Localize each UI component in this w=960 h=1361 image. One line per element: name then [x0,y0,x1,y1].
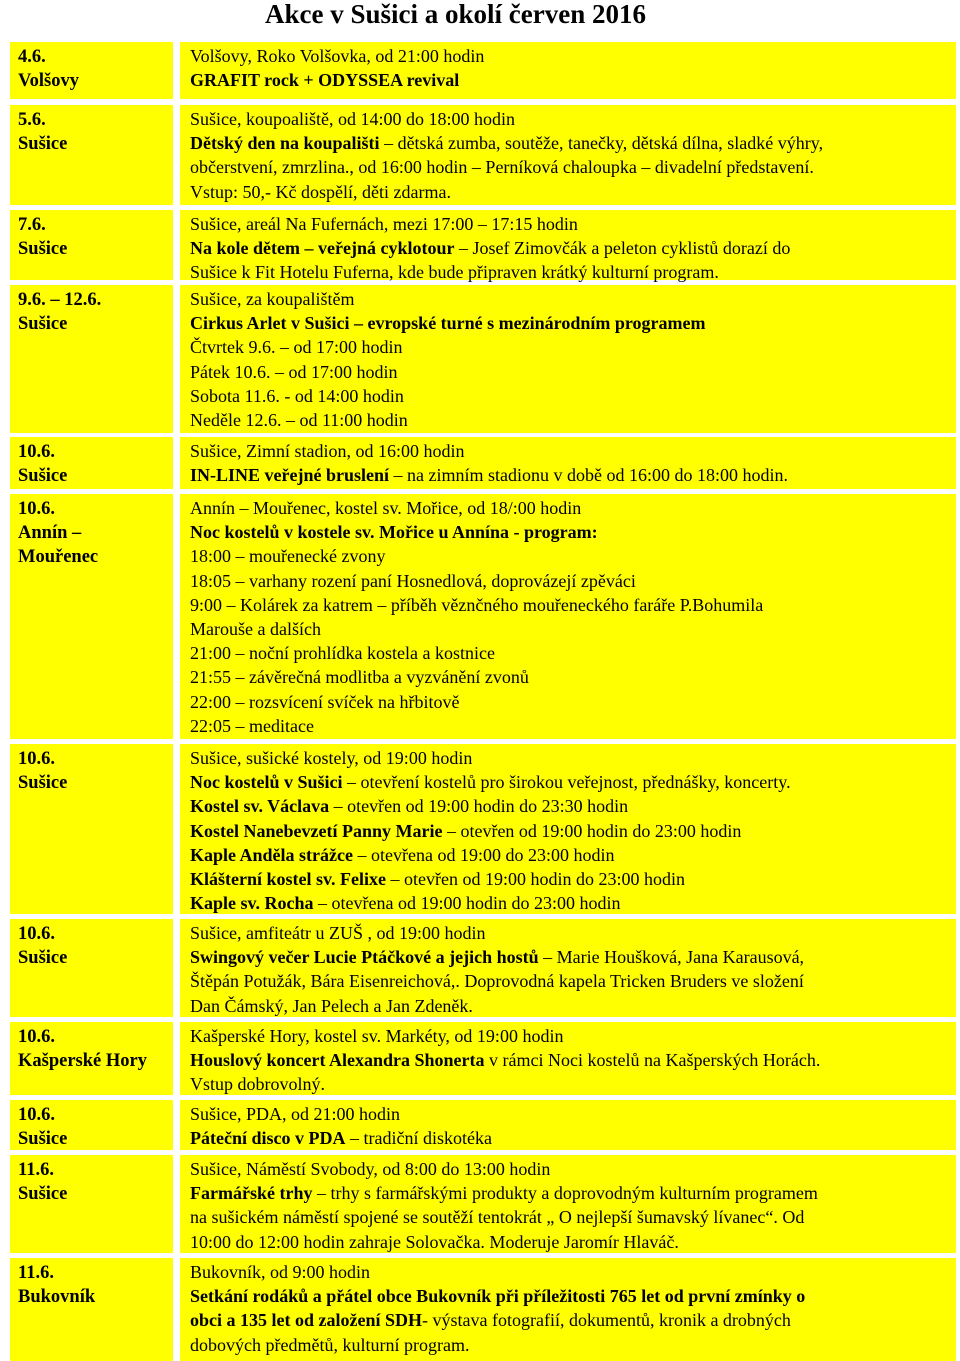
event-text: Marouše a dalších [190,619,321,640]
event-detail-line [190,1230,948,1254]
event-date-cell [10,744,173,914]
event-text: Sušice, Náměstí Svobody, od 8:00 do 13:00 hodin [190,1159,551,1179]
event-row [10,105,956,205]
event-place: Sušice [18,134,68,154]
event-date-cell [10,1155,173,1253]
event-detail-line [190,107,948,131]
event-highlight-text: GRAFIT rock + ODYSSEA revival [190,70,460,91]
event-place: Sušice [18,773,68,793]
event-detail-line [190,155,948,179]
event-text: Čtvrtek 9.6. – od 17:00 hodin [190,337,403,358]
event-detail-line [190,1048,948,1072]
event-text: Dan Čámský, Jan Pelech a Jan Zdeněk. [190,995,473,1016]
event-detail-line [190,496,948,520]
event-place: Sušice [18,239,68,259]
event-date-cell [10,285,173,433]
event-text: – otevřena od 19:00 hodin do 23:00 hodin [313,893,621,914]
event-date: 7.6. [18,215,46,235]
event-text: – dětská zumba, soutěže, tanečky, dětská dílna, sladké výhry, [379,133,824,154]
event-text: Volšovy, Roko Volšovka, od 21:00 hodin [190,46,485,66]
event-detail-line [190,360,948,384]
event-highlight-text: Setkání rodáků a přátel obce Bukovník při příležitosti 765 let od první zmínky o [190,1286,806,1307]
event-text: Sušice, amfiteátr u ZUŠ , od 19:00 hodin [190,923,486,943]
event-details [180,285,956,433]
event-detail-line [190,1333,948,1357]
event-place: Volšovy [18,71,80,91]
event-place: Sušice [18,1184,68,1204]
event-highlight-text: Na kole dětem – veřejná cyklotour [190,238,455,259]
event-text: Sušice k Fit Hotelu Fuferna, kde bude připraven krátký kulturní program. [190,262,719,283]
event-detail-line [190,463,948,487]
event-text: občerstvení, zmrzlina., od 16:00 hodin – Perníková chaloupka – divadelní představení. [190,157,814,178]
event-place: Sušice [18,466,68,486]
event-detail-line [190,131,948,155]
event-details [180,744,956,914]
event-date-cell [10,105,173,205]
event-date-cell [10,437,173,489]
event-date-cell [10,42,173,99]
event-detail-line [190,1284,948,1308]
event-details [180,494,956,739]
event-date-cell [10,1100,173,1150]
document-title-bar [0,0,960,36]
event-text: dobových předmětů, kulturní program. [190,1334,470,1355]
event-detail-line [190,260,948,284]
event-details [180,1100,956,1150]
event-detail-line [190,1205,948,1229]
event-text: – Marie Houšková, Jana Karausová, [538,947,805,968]
event-details [180,42,956,99]
event-detail-line [190,794,948,818]
event-detail-line [190,891,948,915]
event-detail-line [190,335,948,359]
event-detail-line [190,384,948,408]
event-place: Sušice [18,314,68,334]
event-details [180,1022,956,1095]
event-detail-line [190,44,948,68]
event-highlight-text: Páteční disco v PDA [190,1128,346,1149]
event-date: 10.6. [18,1105,55,1125]
event-text: Sušice, za koupalištěm [190,289,355,309]
event-detail-line [190,1157,948,1181]
event-date: 10.6. [18,499,55,519]
event-text: Kašperské Hory, kostel sv. Markéty, od 19:00 hodin [190,1026,564,1046]
event-text: Sušice, Zimní stadion, od 16:00 hodin [190,441,465,461]
event-text: Štěpán Potužák, Bára Eisenreichová,. Doprovodná kapela Tricken Bruders ve složení [190,971,804,992]
event-detail-line [190,408,948,432]
event-highlight-text: Noc kostelů v Sušici [190,772,343,793]
event-text: 21:00 – noční prohlídka kostela a kostnice [190,643,495,664]
event-text: Pátek 10.6. – od 17:00 hodin [190,361,398,382]
event-detail-line [190,212,948,236]
event-text: Vstup dobrovolný. [190,1074,325,1095]
event-text: – trhy s farmářskými produkty a doprovodným kulturním programem [312,1183,818,1204]
event-highlight-text: obci a 135 let od založení SDH [190,1310,422,1331]
event-detail-line [190,1102,948,1126]
event-place: Kašperské Hory [18,1051,147,1071]
event-detail-line [190,1181,948,1205]
event-row [10,1258,956,1361]
event-date: 10.6. [18,442,55,462]
event-details [180,1155,956,1253]
event-row [10,210,956,283]
event-date-cell [10,210,173,280]
event-text: 21:55 – závěrečná modlitba a vyzvánění zvonů [190,667,529,688]
event-detail-line [190,520,948,544]
event-text: Sušice, PDA, od 21:00 hodin [190,1104,401,1124]
event-row [10,744,956,914]
event-text: – otevření kostelů pro širokou veřejnost, přednášky, koncerty. [342,772,791,793]
event-text: na sušickém náměstí spojené se soutěží tentokrát „ O nejlepší šumavský lívanec“. Od [190,1207,805,1228]
event-detail-line [190,770,948,794]
event-highlight-text: Klášterní kostel sv. Felixe [190,869,386,890]
event-detail-line [190,180,948,204]
event-text: 10:00 do 12:00 hodin zahraje Solovačka. Moderuje Jaromír Hlaváč. [190,1231,679,1252]
event-detail-line [190,945,948,969]
event-highlight-text: Kaple sv. Rocha [190,893,314,914]
event-row [10,1155,956,1253]
event-text: – Josef Zimovčák a peleton cyklistů dorazí do [454,238,791,259]
event-details [180,105,956,205]
event-row [10,1022,956,1095]
event-detail-line [190,311,948,335]
event-text: – otevřen od 19:00 hodin do 23:30 hodin [329,796,629,817]
event-text: – otevřen od 19:00 hodin do 23:00 hodin [442,820,742,841]
event-row [10,42,956,99]
document-title: Akce v Sušici a okolí červen 2016 [265,0,646,29]
event-date: 4.6. [18,47,46,67]
event-detail-line [190,714,948,738]
event-detail-line [190,969,948,993]
event-detail-line [190,690,948,714]
event-date-cell [10,1022,173,1095]
event-text: 22:00 – rozsvícení svíček na hřbitově [190,691,460,712]
event-detail-line [190,68,948,92]
event-row [10,1100,956,1150]
event-text: – tradiční diskotéka [345,1128,492,1149]
event-date: 10.6. [18,924,55,944]
event-detail-line [190,819,948,843]
event-row [10,437,956,489]
event-text: 22:05 – meditace [190,715,314,736]
event-date: 10.6. [18,1027,55,1047]
event-detail-line [190,617,948,641]
event-highlight-text: IN-LINE veřejné bruslení [190,465,389,486]
event-place: Sušice [18,1129,68,1149]
event-detail-line [190,1024,948,1048]
event-date-cell [10,919,173,1017]
event-details [180,437,956,489]
event-detail-line [190,921,948,945]
event-text: Vstup: 50,- Kč dospělí, děti zdarma. [190,181,451,202]
event-detail-line [190,843,948,867]
event-text: – otevřen od 19:00 hodin do 23:00 hodin [385,869,685,890]
event-highlight-text: Kostel Nanebevzetí Panny Marie [190,820,443,841]
event-highlight-text: Dětský den na koupališti [190,133,380,154]
event-detail-line [190,1072,948,1096]
event-text: 18:00 – mouřenecké zvony [190,546,386,567]
event-detail-line [190,236,948,260]
event-highlight-text: Houslový koncert Alexandra Shonerta [190,1050,485,1071]
event-text: – otevřena od 19:00 do 23:00 hodin [352,844,615,865]
event-text: Annín – Mouřenec, kostel sv. Mořice, od 18/:00 hodin [190,498,582,518]
event-detail-line [190,665,948,689]
event-text: Sušice, koupoaliště, od 14:00 do 18:00 hodin [190,109,515,129]
event-detail-line [190,593,948,617]
event-highlight-text: Farmářské trhy [190,1183,313,1204]
event-row [10,919,956,1017]
event-date-cell [10,494,173,739]
event-date-cell [10,1258,173,1361]
event-row [10,285,956,433]
event-detail-line [190,867,948,891]
event-details [180,210,956,283]
event-text: Bukovník, od 9:00 hodin [190,1262,371,1282]
event-date: 11.6. [18,1160,54,1180]
event-text: Sušice, areál Na Fufernách, mezi 17:00 – 17:15 hodin [190,214,578,234]
event-row [10,494,956,739]
event-highlight-text: Cirkus Arlet v Sušici – evropské turné s mezinárodním programem [190,313,706,334]
event-highlight-text: Kaple Anděla strážce [190,844,353,865]
event-detail-line [190,544,948,568]
event-highlight-text: Kostel sv. Václava [190,796,330,817]
event-detail-line [190,1260,948,1284]
event-place: Annín – Mouřenec [18,523,99,567]
event-date: 11.6. [18,1263,54,1283]
event-details [180,919,956,1017]
event-detail-line [190,994,948,1018]
event-text: Sušice, sušické kostely, od 19:00 hodin [190,748,473,768]
event-date: 5.6. [18,110,46,130]
event-text: v rámci Noci kostelů na Kašperských Horách. [484,1050,821,1071]
event-detail-line [190,746,948,770]
event-text: - výstava fotografií, dokumentů, kronik a drobných [422,1310,791,1331]
event-date: 10.6. [18,749,55,769]
event-detail-line [190,1308,948,1332]
event-detail-line [190,439,948,463]
event-date: 9.6. – 12.6. [18,290,102,310]
event-detail-line [190,1126,948,1150]
event-text: – na zimním stadionu v době od 16:00 do 18:00 hodin. [389,465,788,486]
event-highlight-text: Noc kostelů v kostele sv. Mořice u Annína - program: [190,522,598,543]
event-place: Sušice [18,948,68,968]
event-detail-line [190,287,948,311]
event-text: Sobota 11.6. - od 14:00 hodin [190,385,404,406]
event-detail-line [190,641,948,665]
event-details [180,1258,956,1361]
event-text: 9:00 – Kolárek za katrem – příběh věznčného mouřeneckého faráře P.Bohumila [190,594,764,615]
event-detail-line [190,569,948,593]
event-text: Neděle 12.6. – od 11:00 hodin [190,410,408,431]
event-highlight-text: Swingový večer Lucie Ptáčkové a jejich hostů [190,947,539,968]
event-text: 18:05 – varhany rození paní Hosnedlová, doprovázejí zpěváci [190,570,636,591]
event-place: Bukovník [18,1287,96,1307]
